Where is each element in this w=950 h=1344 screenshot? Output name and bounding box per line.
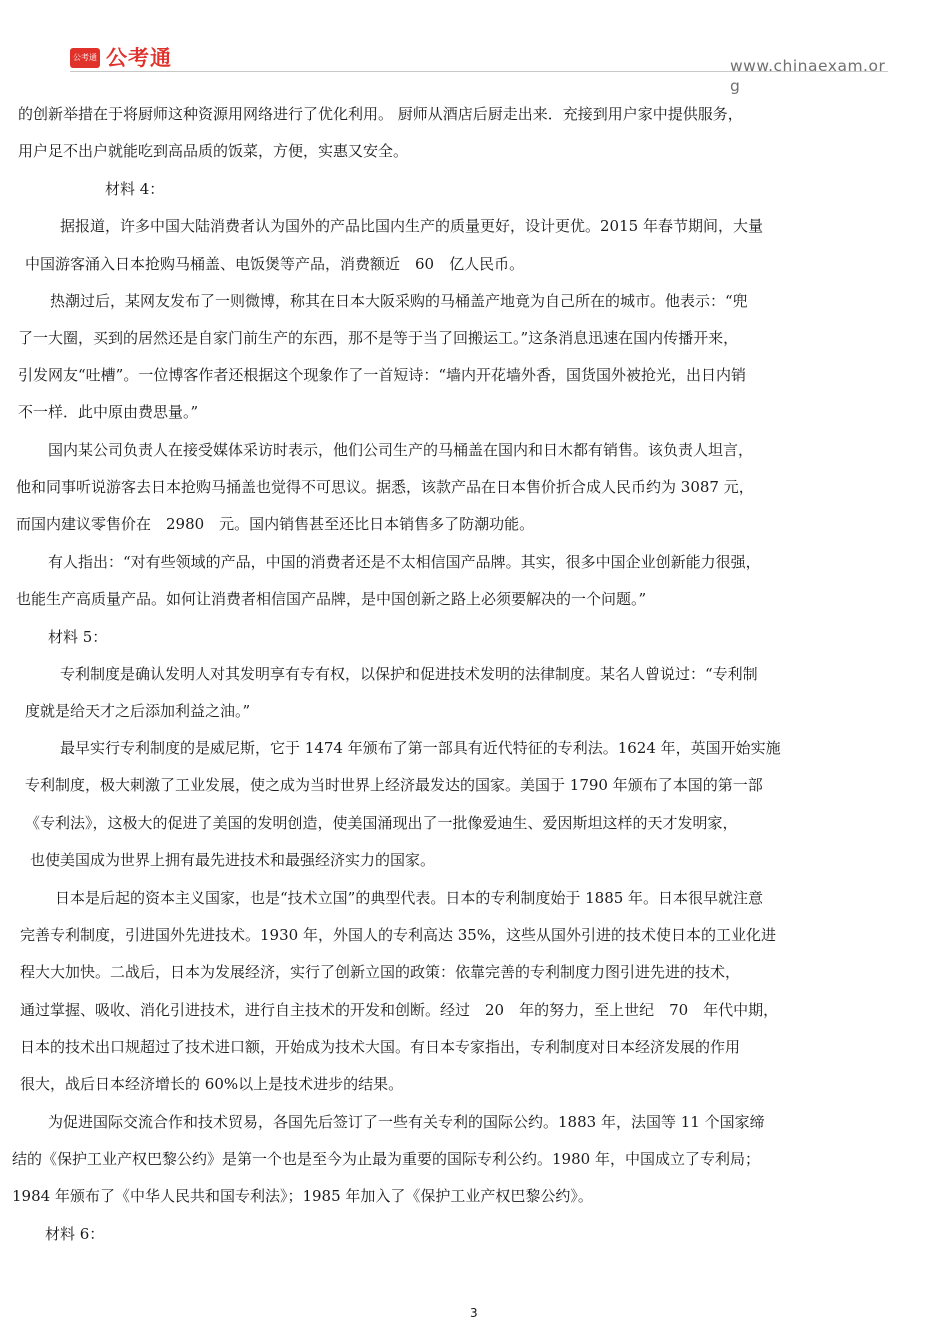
text-line: 也使美国成为世界上拥有最先进技术和最强经济实力的国家。 — [30, 851, 436, 869]
text-line: 1984 年颁布了《中华人民共和国专利法》；1985 年加入了《保护工业产权巴黎公约》。 — [12, 1187, 593, 1205]
text-line: 结的《保护工业产权巴黎公约》是第一个也是至今为止最为重要的国际专利公约。1980 年，中国成立了专利局； — [12, 1150, 760, 1168]
text-line: 度就是给天才之后添加利益之油。” — [25, 702, 251, 720]
text-line: 热潮过后，某网友发布了一则微博，称其在日本大阪采购的马桶盖产地竟为自己所在的城市。他表示：“兜 — [50, 292, 748, 310]
text-line: 日本是后起的资本主义国家，也是“技术立国”的典型代表。日本的专利制度始于 1885 年。日本很早就注意 — [55, 889, 764, 907]
text-line: 有人指出：“对有些领域的产品，中国的消费者还是不太相信国产品牌。其实，很多中国企业创新能力很强， — [48, 553, 761, 571]
text-line: 引发网友“吐槽”。一位博客作者还根据这个现象作了一首短诗：“墙内开花墙外香，国货国外被抢光，出日内销 — [18, 366, 747, 384]
text-line: 很大，战后日本经济增长的 60%以上是技术进步的结果。 — [20, 1075, 404, 1093]
text-line: 最早实行专利制度的是威尼斯，它于 1474 年颁布了第一部具有近代特征的专利法。1624 年，英国开始实施 — [60, 739, 781, 757]
text-line: 完善专利制度，引进国外先进技术。1930 年，外国人的专利高达 35%，这些从国外引进的技术使日本的工业化进 — [20, 926, 777, 944]
text-line: 据报道，许多中国大陆消费者认为国外的产品比国内生产的质量更好，设计更优。2015 年春节期间，大量 — [60, 217, 763, 235]
text-line: 《专利法》，这极大的促进了美国的发明创造，使美国涌现出了一批像爱迪生、爱因斯坦这样的天才发明家， — [25, 814, 738, 832]
logo-badge: 公考通 — [70, 48, 100, 68]
text-line: 用户足不出户就能吃到高品质的饭菜，方便，实惠又安全。 — [18, 142, 409, 160]
text-line: 专利制度，极大刺激了工业发展，使之成为当时世界上经济最发达的国家。美国于 1790 年颁布了本国的第一部 — [25, 776, 763, 794]
material-heading: 材料 6： — [45, 1225, 105, 1243]
text-line: 为促进国际交流合作和技术贸易，各国先后签订了一些有关专利的国际公约。1883 年，法国等 11 个国家缔 — [48, 1113, 765, 1131]
text-line: 程大大加快。二战后，日本为发展经济，实行了创新立国的政策：依靠完善的专利制度力图引进先进的技术， — [20, 963, 741, 981]
text-line: 也能生产高质量产品。如何让消费者相信国产品牌，是中国创新之路上必须要解决的一个问题。” — [16, 590, 647, 608]
page-header — [0, 0, 950, 100]
text-line: 专利制度是确认发明人对其发明享有专有权，以保护和促进技术发明的法律制度。某名人曾说过：“专利制 — [60, 665, 758, 683]
text-line: 中国游客涌入日本抢购马桶盖、电饭煲等产品，消费额近 60 亿人民币。 — [25, 255, 525, 273]
material-heading: 材料 5： — [48, 628, 108, 646]
page-number: 3 — [470, 1306, 478, 1320]
material-heading: 材料 4： — [105, 180, 165, 198]
text-line: 而国内建议零售价在 2980 元。国内销售甚至还比日本销售多了防潮功能。 — [16, 515, 535, 533]
text-line: 国内某公司负责人在接受媒体采访时表示，他们公司生产的马桶盖在国内和日木都有销售。该负责人坦言， — [48, 441, 754, 459]
text-line: 日本的技术出口规超过了技术进口额，开始成为技术大国。有日本专家指出，专利制度对日本经济发展的作用 — [20, 1038, 741, 1056]
text-line: 他和同事听说游客去日本抢购马捅盖也觉得不可思议。据悉，该款产品在日本售价折合成人民币约为 3087 元， — [16, 478, 754, 496]
text-line: 的创新举措在于将厨师这种资源用网络进行了优化利用。 厨师从酒店后厨走出来．充接到用户家中提供服务， — [18, 105, 743, 123]
website-link[interactable]: www.chinaexam.org — [730, 57, 886, 95]
text-line: 不一样．此中原由费思量。” — [18, 403, 199, 421]
text-line: 通过掌握、吸收、消化引进技术，进行自主技术的开发和创断。经过 20 年的努力，至上世纪 70 年代中期， — [20, 1001, 779, 1019]
logo-text: 公考通 — [106, 46, 172, 70]
text-line: 了一大圈，买到的居然还是自家门前生产的东西，那不是等于当了回搬运工。”这条消息迅速在国内传播开来， — [18, 329, 739, 347]
